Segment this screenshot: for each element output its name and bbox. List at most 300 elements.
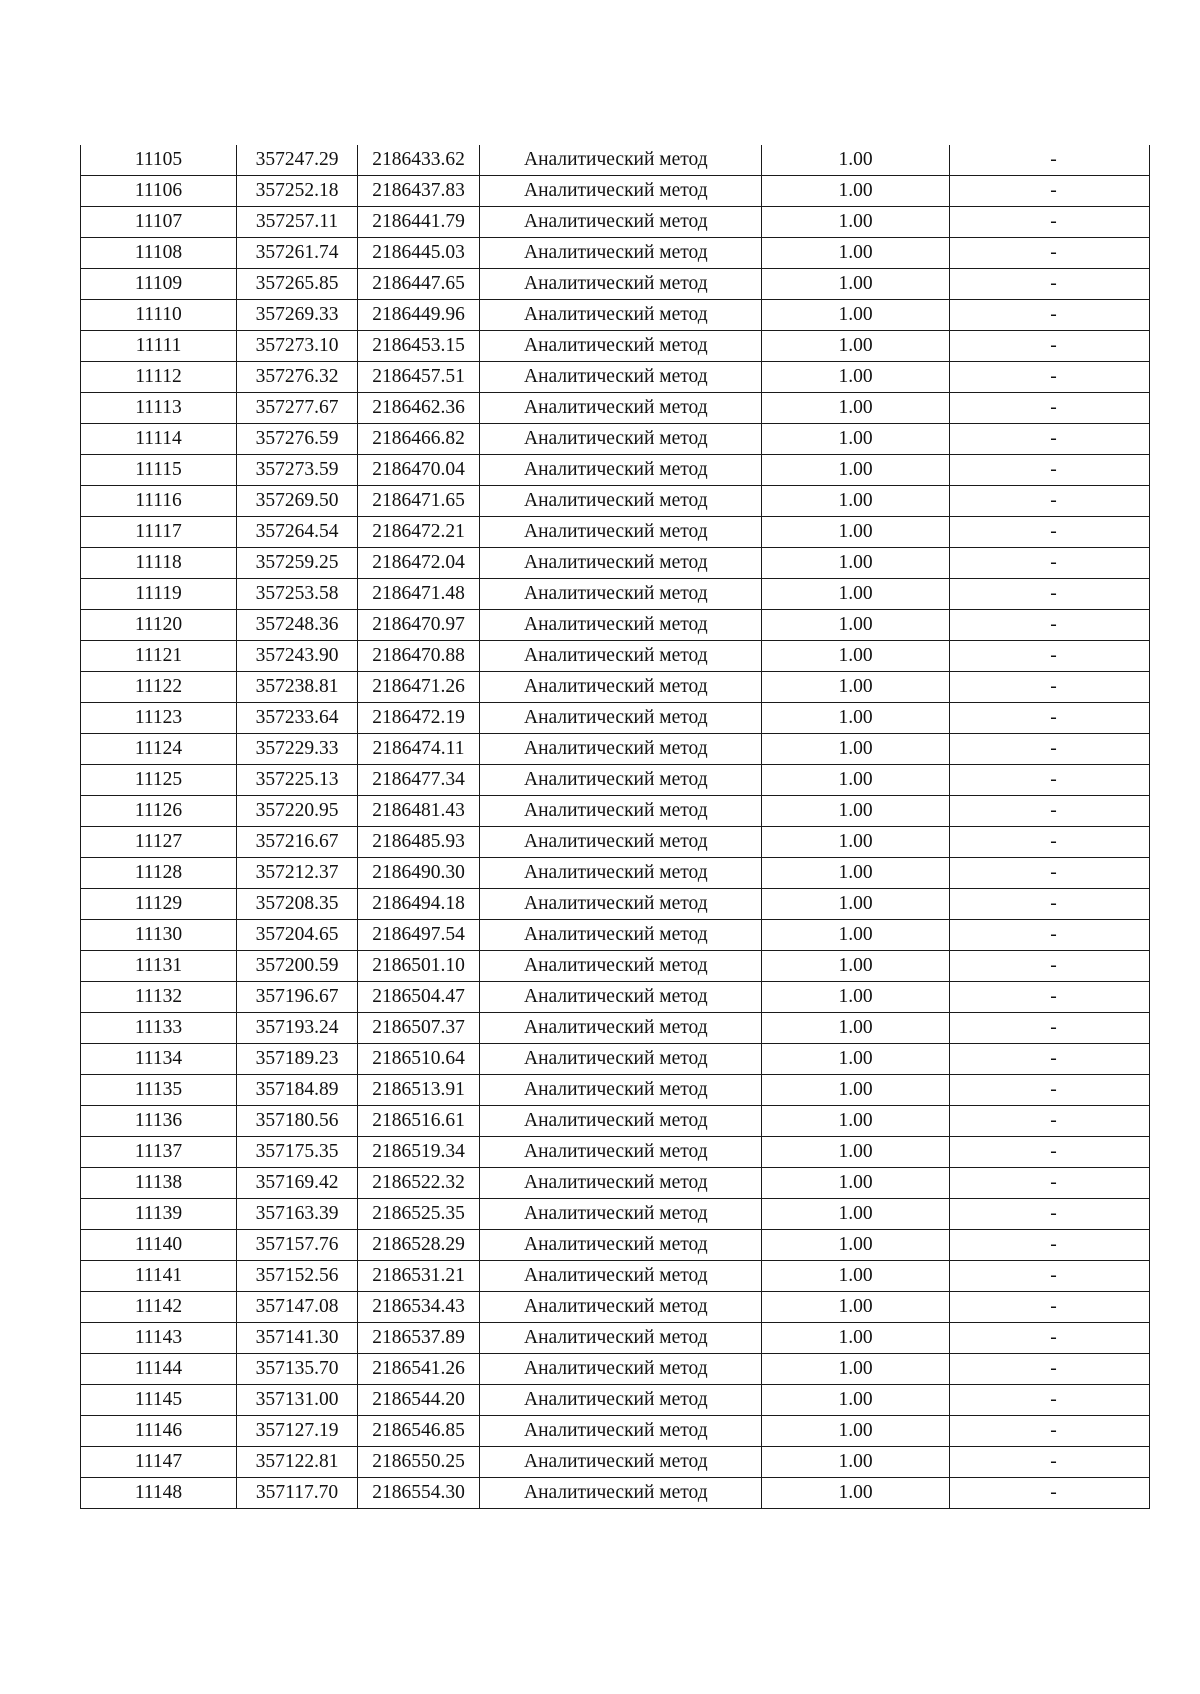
point-number-cell: 11114 [81,424,237,455]
error-cell: - [950,1354,1150,1385]
y-coordinate-cell: 2186466.82 [358,424,480,455]
x-coordinate-cell: 357252.18 [237,176,358,207]
table-row [81,889,1150,920]
error-cell: - [950,579,1150,610]
method-cell: Аналитический метод [480,1075,762,1106]
error-cell: - [950,1323,1150,1354]
method-cell: Аналитический метод [480,145,762,176]
point-number-cell: 11110 [81,300,237,331]
accuracy-cell: 1.00 [762,393,950,424]
method-cell: Аналитический метод [480,269,762,300]
error-cell: - [950,610,1150,641]
method-cell: Аналитический метод [480,517,762,548]
accuracy-cell: 1.00 [762,300,950,331]
table-row [81,176,1150,207]
error-cell: - [950,703,1150,734]
y-coordinate-cell: 2186441.79 [358,207,480,238]
y-coordinate-cell: 2186481.43 [358,796,480,827]
accuracy-cell: 1.00 [762,1075,950,1106]
error-cell: - [950,734,1150,765]
y-coordinate-cell: 2186470.88 [358,641,480,672]
table-row [81,207,1150,238]
error-cell: - [950,796,1150,827]
error-cell: - [950,424,1150,455]
coordinates-table-body [81,145,1150,1509]
table-row [81,858,1150,889]
y-coordinate-cell: 2186546.85 [358,1416,480,1447]
y-coordinate-cell: 2186485.93 [358,827,480,858]
x-coordinate-cell: 357273.59 [237,455,358,486]
method-cell: Аналитический метод [480,1230,762,1261]
table-row [81,1075,1150,1106]
accuracy-cell: 1.00 [762,1044,950,1075]
table-row [81,1416,1150,1447]
accuracy-cell: 1.00 [762,765,950,796]
table-row [81,1447,1150,1478]
y-coordinate-cell: 2186494.18 [358,889,480,920]
error-cell: - [950,1447,1150,1478]
error-cell: - [950,207,1150,238]
table-row [81,145,1150,176]
method-cell: Аналитический метод [480,548,762,579]
y-coordinate-cell: 2186513.91 [358,1075,480,1106]
y-coordinate-cell: 2186474.11 [358,734,480,765]
x-coordinate-cell: 357238.81 [237,672,358,703]
error-cell: - [950,238,1150,269]
point-number-cell: 11140 [81,1230,237,1261]
point-number-cell: 11136 [81,1106,237,1137]
point-number-cell: 11119 [81,579,237,610]
method-cell: Аналитический метод [480,734,762,765]
accuracy-cell: 1.00 [762,1137,950,1168]
accuracy-cell: 1.00 [762,1230,950,1261]
x-coordinate-cell: 357147.08 [237,1292,358,1323]
method-cell: Аналитический метод [480,1199,762,1230]
table-row [81,1478,1150,1509]
point-number-cell: 11133 [81,1013,237,1044]
y-coordinate-cell: 2186457.51 [358,362,480,393]
method-cell: Аналитический метод [480,1447,762,1478]
point-number-cell: 11120 [81,610,237,641]
point-number-cell: 11108 [81,238,237,269]
point-number-cell: 11115 [81,455,237,486]
x-coordinate-cell: 357229.33 [237,734,358,765]
x-coordinate-cell: 357259.25 [237,548,358,579]
error-cell: - [950,362,1150,393]
error-cell: - [950,393,1150,424]
point-number-cell: 11147 [81,1447,237,1478]
method-cell: Аналитический метод [480,889,762,920]
accuracy-cell: 1.00 [762,610,950,641]
error-cell: - [950,300,1150,331]
method-cell: Аналитический метод [480,455,762,486]
x-coordinate-cell: 357276.59 [237,424,358,455]
x-coordinate-cell: 357261.74 [237,238,358,269]
method-cell: Аналитический метод [480,858,762,889]
table-row [81,517,1150,548]
table-row [81,579,1150,610]
point-number-cell: 11130 [81,920,237,951]
method-cell: Аналитический метод [480,1385,762,1416]
x-coordinate-cell: 357243.90 [237,641,358,672]
point-number-cell: 11138 [81,1168,237,1199]
method-cell: Аналитический метод [480,176,762,207]
point-number-cell: 11141 [81,1261,237,1292]
accuracy-cell: 1.00 [762,548,950,579]
accuracy-cell: 1.00 [762,672,950,703]
point-number-cell: 11148 [81,1478,237,1509]
table-row [81,486,1150,517]
x-coordinate-cell: 357257.11 [237,207,358,238]
y-coordinate-cell: 2186550.25 [358,1447,480,1478]
table-row [81,734,1150,765]
point-number-cell: 11109 [81,269,237,300]
method-cell: Аналитический метод [480,1168,762,1199]
error-cell: - [950,951,1150,982]
accuracy-cell: 1.00 [762,1199,950,1230]
table-row [81,765,1150,796]
point-number-cell: 11111 [81,331,237,362]
y-coordinate-cell: 2186490.30 [358,858,480,889]
method-cell: Аналитический метод [480,1416,762,1447]
method-cell: Аналитический метод [480,424,762,455]
x-coordinate-cell: 357277.67 [237,393,358,424]
point-number-cell: 11135 [81,1075,237,1106]
point-number-cell: 11127 [81,827,237,858]
method-cell: Аналитический метод [480,579,762,610]
table-row [81,1044,1150,1075]
x-coordinate-cell: 357208.35 [237,889,358,920]
method-cell: Аналитический метод [480,796,762,827]
x-coordinate-cell: 357163.39 [237,1199,358,1230]
method-cell: Аналитический метод [480,827,762,858]
method-cell: Аналитический метод [480,1044,762,1075]
point-number-cell: 11122 [81,672,237,703]
error-cell: - [950,641,1150,672]
point-number-cell: 11124 [81,734,237,765]
y-coordinate-cell: 2186449.96 [358,300,480,331]
point-number-cell: 11142 [81,1292,237,1323]
point-number-cell: 11118 [81,548,237,579]
error-cell: - [950,1385,1150,1416]
table-row [81,238,1150,269]
accuracy-cell: 1.00 [762,703,950,734]
point-number-cell: 11126 [81,796,237,827]
table-row [81,269,1150,300]
table-row [81,1292,1150,1323]
x-coordinate-cell: 357253.58 [237,579,358,610]
table-row [81,1354,1150,1385]
x-coordinate-cell: 357117.70 [237,1478,358,1509]
x-coordinate-cell: 357141.30 [237,1323,358,1354]
table-row [81,548,1150,579]
y-coordinate-cell: 2186497.54 [358,920,480,951]
accuracy-cell: 1.00 [762,1013,950,1044]
y-coordinate-cell: 2186470.04 [358,455,480,486]
table-row [81,1106,1150,1137]
accuracy-cell: 1.00 [762,145,950,176]
error-cell: - [950,331,1150,362]
point-number-cell: 11143 [81,1323,237,1354]
error-cell: - [950,1137,1150,1168]
error-cell: - [950,1013,1150,1044]
point-number-cell: 11128 [81,858,237,889]
y-coordinate-cell: 2186528.29 [358,1230,480,1261]
accuracy-cell: 1.00 [762,1261,950,1292]
accuracy-cell: 1.00 [762,1478,950,1509]
error-cell: - [950,920,1150,951]
point-number-cell: 11146 [81,1416,237,1447]
accuracy-cell: 1.00 [762,920,950,951]
method-cell: Аналитический метод [480,238,762,269]
point-number-cell: 11105 [81,145,237,176]
error-cell: - [950,1075,1150,1106]
point-number-cell: 11125 [81,765,237,796]
y-coordinate-cell: 2186519.34 [358,1137,480,1168]
y-coordinate-cell: 2186462.36 [358,393,480,424]
y-coordinate-cell: 2186516.61 [358,1106,480,1137]
x-coordinate-cell: 357264.54 [237,517,358,548]
method-cell: Аналитический метод [480,951,762,982]
accuracy-cell: 1.00 [762,1385,950,1416]
method-cell: Аналитический метод [480,1261,762,1292]
method-cell: Аналитический метод [480,1106,762,1137]
accuracy-cell: 1.00 [762,1354,950,1385]
accuracy-cell: 1.00 [762,269,950,300]
method-cell: Аналитический метод [480,1137,762,1168]
point-number-cell: 11121 [81,641,237,672]
y-coordinate-cell: 2186472.19 [358,703,480,734]
method-cell: Аналитический метод [480,1323,762,1354]
x-coordinate-cell: 357122.81 [237,1447,358,1478]
point-number-cell: 11137 [81,1137,237,1168]
accuracy-cell: 1.00 [762,424,950,455]
method-cell: Аналитический метод [480,486,762,517]
x-coordinate-cell: 357196.67 [237,982,358,1013]
table-row [81,1230,1150,1261]
accuracy-cell: 1.00 [762,734,950,765]
x-coordinate-cell: 357180.56 [237,1106,358,1137]
point-number-cell: 11139 [81,1199,237,1230]
x-coordinate-cell: 357220.95 [237,796,358,827]
accuracy-cell: 1.00 [762,796,950,827]
accuracy-cell: 1.00 [762,207,950,238]
table-row [81,827,1150,858]
point-number-cell: 11107 [81,207,237,238]
point-number-cell: 11106 [81,176,237,207]
y-coordinate-cell: 2186507.37 [358,1013,480,1044]
table-row [81,796,1150,827]
y-coordinate-cell: 2186541.26 [358,1354,480,1385]
point-number-cell: 11144 [81,1354,237,1385]
y-coordinate-cell: 2186470.97 [358,610,480,641]
x-coordinate-cell: 357131.00 [237,1385,358,1416]
error-cell: - [950,176,1150,207]
table-row [81,1013,1150,1044]
method-cell: Аналитический метод [480,1478,762,1509]
method-cell: Аналитический метод [480,610,762,641]
error-cell: - [950,1230,1150,1261]
accuracy-cell: 1.00 [762,579,950,610]
point-number-cell: 11123 [81,703,237,734]
table-row [81,455,1150,486]
point-number-cell: 11129 [81,889,237,920]
table-row [81,1168,1150,1199]
error-cell: - [950,765,1150,796]
point-number-cell: 11134 [81,1044,237,1075]
error-cell: - [950,1044,1150,1075]
table-row [81,703,1150,734]
y-coordinate-cell: 2186525.35 [358,1199,480,1230]
error-cell: - [950,145,1150,176]
y-coordinate-cell: 2186445.03 [358,238,480,269]
accuracy-cell: 1.00 [762,1292,950,1323]
y-coordinate-cell: 2186501.10 [358,951,480,982]
accuracy-cell: 1.00 [762,1447,950,1478]
method-cell: Аналитический метод [480,765,762,796]
x-coordinate-cell: 357233.64 [237,703,358,734]
table-row [81,672,1150,703]
accuracy-cell: 1.00 [762,517,950,548]
method-cell: Аналитический метод [480,207,762,238]
accuracy-cell: 1.00 [762,951,950,982]
table-row [81,1137,1150,1168]
x-coordinate-cell: 357169.42 [237,1168,358,1199]
x-coordinate-cell: 357248.36 [237,610,358,641]
x-coordinate-cell: 357157.76 [237,1230,358,1261]
accuracy-cell: 1.00 [762,1168,950,1199]
x-coordinate-cell: 357135.70 [237,1354,358,1385]
y-coordinate-cell: 2186554.30 [358,1478,480,1509]
y-coordinate-cell: 2186472.04 [358,548,480,579]
error-cell: - [950,889,1150,920]
method-cell: Аналитический метод [480,1013,762,1044]
x-coordinate-cell: 357184.89 [237,1075,358,1106]
accuracy-cell: 1.00 [762,1416,950,1447]
accuracy-cell: 1.00 [762,331,950,362]
method-cell: Аналитический метод [480,393,762,424]
point-number-cell: 11113 [81,393,237,424]
coordinates-table [80,145,1150,1509]
error-cell: - [950,1261,1150,1292]
table-row [81,1323,1150,1354]
error-cell: - [950,486,1150,517]
error-cell: - [950,1106,1150,1137]
point-number-cell: 11112 [81,362,237,393]
error-cell: - [950,982,1150,1013]
point-number-cell: 11145 [81,1385,237,1416]
y-coordinate-cell: 2186437.83 [358,176,480,207]
x-coordinate-cell: 357269.33 [237,300,358,331]
y-coordinate-cell: 2186471.48 [358,579,480,610]
point-number-cell: 11132 [81,982,237,1013]
table-row [81,610,1150,641]
accuracy-cell: 1.00 [762,641,950,672]
x-coordinate-cell: 357276.32 [237,362,358,393]
error-cell: - [950,517,1150,548]
table-row [81,1261,1150,1292]
x-coordinate-cell: 357212.37 [237,858,358,889]
y-coordinate-cell: 2186537.89 [358,1323,480,1354]
method-cell: Аналитический метод [480,362,762,393]
x-coordinate-cell: 357225.13 [237,765,358,796]
method-cell: Аналитический метод [480,300,762,331]
table-row [81,424,1150,455]
table-row [81,393,1150,424]
y-coordinate-cell: 2186510.64 [358,1044,480,1075]
accuracy-cell: 1.00 [762,827,950,858]
method-cell: Аналитический метод [480,1292,762,1323]
x-coordinate-cell: 357273.10 [237,331,358,362]
table-row [81,1385,1150,1416]
x-coordinate-cell: 357152.56 [237,1261,358,1292]
x-coordinate-cell: 357200.59 [237,951,358,982]
error-cell: - [950,1168,1150,1199]
accuracy-cell: 1.00 [762,455,950,486]
y-coordinate-cell: 2186544.20 [358,1385,480,1416]
error-cell: - [950,1199,1150,1230]
accuracy-cell: 1.00 [762,176,950,207]
error-cell: - [950,269,1150,300]
method-cell: Аналитический метод [480,331,762,362]
method-cell: Аналитический метод [480,982,762,1013]
x-coordinate-cell: 357204.65 [237,920,358,951]
error-cell: - [950,858,1150,889]
y-coordinate-cell: 2186472.21 [358,517,480,548]
y-coordinate-cell: 2186453.15 [358,331,480,362]
method-cell: Аналитический метод [480,641,762,672]
method-cell: Аналитический метод [480,703,762,734]
accuracy-cell: 1.00 [762,1323,950,1354]
accuracy-cell: 1.00 [762,982,950,1013]
point-number-cell: 11116 [81,486,237,517]
table-row [81,331,1150,362]
y-coordinate-cell: 2186504.47 [358,982,480,1013]
y-coordinate-cell: 2186522.32 [358,1168,480,1199]
method-cell: Аналитический метод [480,1354,762,1385]
accuracy-cell: 1.00 [762,858,950,889]
accuracy-cell: 1.00 [762,1106,950,1137]
table-row [81,1199,1150,1230]
x-coordinate-cell: 357216.67 [237,827,358,858]
x-coordinate-cell: 357193.24 [237,1013,358,1044]
y-coordinate-cell: 2186471.65 [358,486,480,517]
table-row [81,362,1150,393]
x-coordinate-cell: 357189.23 [237,1044,358,1075]
y-coordinate-cell: 2186447.65 [358,269,480,300]
point-number-cell: 11131 [81,951,237,982]
error-cell: - [950,827,1150,858]
x-coordinate-cell: 357265.85 [237,269,358,300]
y-coordinate-cell: 2186471.26 [358,672,480,703]
y-coordinate-cell: 2186531.21 [358,1261,480,1292]
x-coordinate-cell: 357127.19 [237,1416,358,1447]
y-coordinate-cell: 2186534.43 [358,1292,480,1323]
error-cell: - [950,455,1150,486]
error-cell: - [950,1478,1150,1509]
method-cell: Аналитический метод [480,672,762,703]
x-coordinate-cell: 357175.35 [237,1137,358,1168]
table-row [81,920,1150,951]
accuracy-cell: 1.00 [762,362,950,393]
y-coordinate-cell: 2186477.34 [358,765,480,796]
error-cell: - [950,672,1150,703]
table-row [81,982,1150,1013]
error-cell: - [950,548,1150,579]
accuracy-cell: 1.00 [762,889,950,920]
error-cell: - [950,1416,1150,1447]
table-row [81,951,1150,982]
